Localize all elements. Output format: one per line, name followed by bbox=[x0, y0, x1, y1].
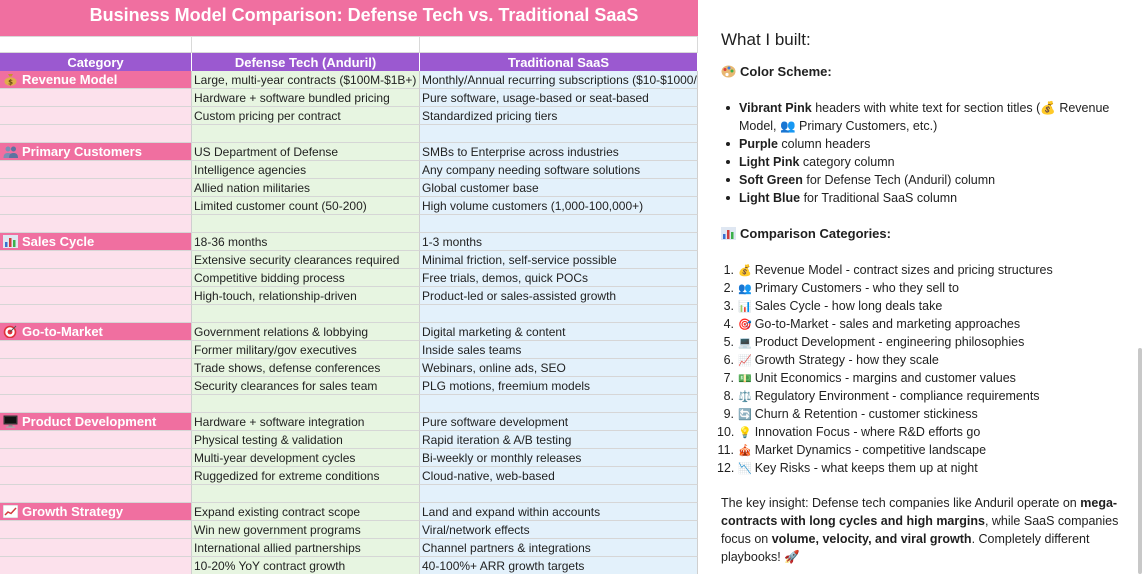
traditional-saas-cell[interactable]: Pure software development bbox=[420, 413, 698, 431]
defense-tech-cell[interactable]: Competitive bidding process bbox=[192, 269, 420, 287]
bullet-icon bbox=[726, 142, 730, 146]
category-label: Growth Strategy bbox=[22, 504, 124, 519]
traditional-saas-cell[interactable]: Cloud-native, web-based bbox=[420, 467, 698, 485]
blank-row[interactable] bbox=[0, 36, 698, 53]
computer-icon bbox=[3, 415, 18, 428]
category-cell[interactable] bbox=[0, 125, 192, 143]
traditional-saas-cell[interactable]: PLG motions, freemium models bbox=[420, 377, 698, 395]
target-icon bbox=[3, 325, 18, 338]
list-number: 8. bbox=[723, 389, 734, 403]
table-row bbox=[0, 539, 698, 557]
category-description: Key Risks - what keeps them up at night bbox=[754, 461, 978, 475]
color-name: Light Blue bbox=[739, 191, 801, 205]
category-description: Primary Customers - who they sell to bbox=[754, 281, 959, 295]
color-scheme-heading bbox=[721, 64, 832, 79]
color-name: Light Pink bbox=[739, 155, 800, 169]
category-list-item bbox=[721, 333, 1121, 351]
category-label: Product Development bbox=[22, 414, 157, 429]
categories-heading-text: Comparison Categories: bbox=[740, 226, 891, 241]
table-row bbox=[0, 143, 698, 161]
header-category[interactable]: Category bbox=[0, 53, 192, 71]
traditional-saas-cell[interactable]: Any company needing software solutions bbox=[420, 161, 698, 179]
list-number: 7. bbox=[723, 371, 734, 385]
table-body bbox=[0, 71, 698, 574]
bar-chart-icon bbox=[3, 235, 18, 248]
category-cell[interactable] bbox=[0, 89, 192, 107]
blank-cell[interactable] bbox=[192, 37, 420, 52]
table-row bbox=[0, 323, 698, 341]
defense-tech-cell[interactable] bbox=[192, 305, 420, 323]
category-label: Primary Customers bbox=[22, 144, 142, 159]
traditional-saas-cell[interactable]: 40-100%+ ARR growth targets bbox=[420, 557, 698, 574]
category-emoji-icon: 💡 bbox=[738, 427, 752, 439]
category-cell[interactable] bbox=[0, 179, 192, 197]
insight-pre: The key insight: Defense tech companies like Anduril operate on bbox=[721, 496, 1081, 510]
category-list-item bbox=[721, 279, 1121, 297]
category-cell-section[interactable] bbox=[0, 233, 192, 251]
color-scheme-item bbox=[721, 135, 1121, 153]
category-list-item bbox=[721, 405, 1121, 423]
category-cell-section[interactable] bbox=[0, 503, 192, 521]
category-description: Product Development - engineering philosophies bbox=[754, 335, 1025, 349]
table-row bbox=[0, 287, 698, 305]
defense-tech-cell[interactable]: Multi-year development cycles bbox=[192, 449, 420, 467]
defense-tech-cell[interactable] bbox=[192, 485, 420, 503]
blank-cell[interactable] bbox=[0, 37, 192, 52]
category-emoji-icon: 💻 bbox=[738, 337, 752, 349]
traditional-saas-cell[interactable]: Land and expand within accounts bbox=[420, 503, 698, 521]
people-icon bbox=[3, 145, 18, 158]
defense-tech-cell[interactable] bbox=[192, 125, 420, 143]
traditional-saas-cell[interactable]: Inside sales teams bbox=[420, 341, 698, 359]
traditional-saas-cell[interactable]: Digital marketing & content bbox=[420, 323, 698, 341]
category-list-item bbox=[717, 423, 1121, 441]
category-list-item bbox=[721, 387, 1121, 405]
table-row bbox=[0, 125, 698, 143]
defense-tech-cell[interactable]: 18-36 months bbox=[192, 233, 420, 251]
color-scheme-item bbox=[721, 171, 1121, 189]
traditional-saas-cell[interactable]: High volume customers (1,000-100,000+) bbox=[420, 197, 698, 215]
color-scheme-item bbox=[721, 189, 1121, 207]
list-number: 11. bbox=[717, 443, 734, 457]
money-bag-icon bbox=[3, 73, 18, 86]
category-list-item bbox=[721, 261, 1121, 279]
table-row bbox=[0, 179, 698, 197]
list-number: 5. bbox=[723, 335, 734, 349]
category-label: Sales Cycle bbox=[22, 234, 95, 249]
defense-tech-cell[interactable]: Physical testing & validation bbox=[192, 431, 420, 449]
list-number: 4. bbox=[723, 317, 734, 331]
category-cell[interactable] bbox=[0, 521, 192, 539]
traditional-saas-cell[interactable]: Viral/network effects bbox=[420, 521, 698, 539]
list-number: 12. bbox=[717, 461, 735, 475]
category-cell[interactable] bbox=[0, 485, 192, 503]
list-number: 9. bbox=[723, 407, 734, 421]
table-row bbox=[0, 233, 698, 251]
category-description: Revenue Model - contract sizes and pricing structures bbox=[754, 263, 1053, 277]
defense-tech-cell[interactable]: Expand existing contract scope bbox=[192, 503, 420, 521]
table-row bbox=[0, 485, 698, 503]
category-list-item bbox=[721, 315, 1121, 333]
traditional-saas-cell[interactable]: Webinars, online ads, SEO bbox=[420, 359, 698, 377]
category-cell-section[interactable] bbox=[0, 413, 192, 431]
trend-up-icon bbox=[3, 505, 18, 518]
color-description: headers with white text for section titles (💰 Revenue Model, 👥 Primary Customers, etc.) bbox=[739, 101, 1110, 133]
category-cell[interactable] bbox=[0, 431, 192, 449]
table-row bbox=[0, 71, 698, 89]
defense-tech-cell[interactable]: Win new government programs bbox=[192, 521, 420, 539]
color-description: for Traditional SaaS column bbox=[800, 191, 958, 205]
table-row bbox=[0, 107, 698, 125]
defense-tech-cell[interactable]: Hardware + software integration bbox=[192, 413, 420, 431]
color-scheme-heading-text: Color Scheme: bbox=[740, 64, 832, 79]
category-emoji-icon: 📉 bbox=[738, 463, 752, 475]
table-row bbox=[0, 197, 698, 215]
list-number: 2. bbox=[723, 281, 734, 295]
insight-mid: , while SaaS companies focus on bbox=[721, 514, 1119, 546]
traditional-saas-cell[interactable] bbox=[420, 215, 698, 233]
traditional-saas-cell[interactable] bbox=[420, 305, 698, 323]
chat-panel bbox=[698, 0, 1144, 574]
list-number: 6. bbox=[723, 353, 734, 367]
category-cell[interactable] bbox=[0, 557, 192, 574]
traditional-saas-cell[interactable]: Global customer base bbox=[420, 179, 698, 197]
color-name: Vibrant Pink bbox=[739, 101, 812, 115]
category-cell-section[interactable] bbox=[0, 323, 192, 341]
category-cell[interactable] bbox=[0, 287, 192, 305]
title-row[interactable] bbox=[0, 0, 698, 36]
category-cell[interactable] bbox=[0, 449, 192, 467]
list-number: 10. bbox=[717, 425, 735, 439]
defense-tech-cell[interactable]: Former military/gov executives bbox=[192, 341, 420, 359]
category-list-item bbox=[721, 297, 1121, 315]
traditional-saas-cell[interactable] bbox=[420, 125, 698, 143]
bullet-icon bbox=[726, 196, 730, 200]
defense-tech-cell[interactable]: Government relations & lobbying bbox=[192, 323, 420, 341]
palette-icon bbox=[721, 65, 736, 78]
color-name: Soft Green bbox=[739, 173, 803, 187]
category-cell[interactable] bbox=[0, 107, 192, 125]
bullet-icon bbox=[726, 106, 730, 110]
category-list-item bbox=[717, 441, 1121, 459]
defense-tech-cell[interactable]: International allied partnerships bbox=[192, 539, 420, 557]
table-row bbox=[0, 215, 698, 233]
insight-post: . Completely different playbooks! 🚀 bbox=[721, 532, 1090, 564]
defense-tech-cell[interactable] bbox=[192, 215, 420, 233]
traditional-saas-cell[interactable]: Monthly/Annual recurring subscriptions ($10-$1000/ bbox=[422, 73, 697, 87]
defense-tech-cell[interactable]: High-touch, relationship-driven bbox=[192, 287, 420, 305]
defense-tech-cell[interactable]: Hardware + software bundled pricing bbox=[192, 89, 420, 107]
traditional-saas-cell[interactable] bbox=[420, 485, 698, 503]
list-number: 1. bbox=[723, 263, 734, 277]
category-description: Growth Strategy - how they scale bbox=[754, 353, 939, 367]
table-row bbox=[0, 503, 698, 521]
blank-cell[interactable] bbox=[420, 37, 698, 52]
category-emoji-icon: ⚖️ bbox=[738, 391, 752, 403]
category-cell[interactable] bbox=[0, 197, 192, 215]
bullet-icon bbox=[726, 178, 730, 182]
category-cell[interactable] bbox=[0, 539, 192, 557]
defense-tech-cell[interactable]: Security clearances for sales team bbox=[192, 377, 420, 395]
bar-chart-icon bbox=[721, 227, 736, 240]
traditional-saas-cell[interactable]: Bi-weekly or monthly releases bbox=[420, 449, 698, 467]
defense-tech-cell[interactable]: Limited customer count (50-200) bbox=[192, 197, 420, 215]
key-insight bbox=[721, 494, 1121, 566]
color-description: column headers bbox=[777, 137, 871, 151]
header-defense-tech[interactable]: Defense Tech (Anduril) bbox=[192, 53, 420, 71]
category-list-item bbox=[721, 369, 1121, 387]
scrollbar[interactable] bbox=[1138, 348, 1142, 574]
table-row bbox=[0, 395, 698, 413]
category-list-item bbox=[721, 351, 1121, 369]
traditional-saas-cell[interactable] bbox=[420, 395, 698, 413]
table-row bbox=[0, 377, 698, 395]
category-emoji-icon: 👥 bbox=[738, 283, 752, 295]
category-emoji-icon: 🎪 bbox=[738, 445, 752, 457]
table-row bbox=[0, 161, 698, 179]
category-cell[interactable] bbox=[0, 395, 192, 413]
defense-tech-cell[interactable]: Large, multi-year contracts ($100M-$1B+) bbox=[192, 71, 420, 89]
defense-tech-cell[interactable]: Custom pricing per contract bbox=[192, 107, 420, 125]
table-row bbox=[0, 251, 698, 269]
traditional-saas-cell[interactable]: 1-3 months bbox=[420, 233, 698, 251]
category-cell-section[interactable] bbox=[0, 143, 192, 161]
table-row bbox=[0, 431, 698, 449]
bullet-icon bbox=[726, 160, 730, 164]
category-label: Go-to-Market bbox=[22, 324, 103, 339]
defense-tech-cell[interactable]: Trade shows, defense conferences bbox=[192, 359, 420, 377]
category-emoji-icon: 💰 bbox=[738, 265, 752, 277]
defense-tech-cell[interactable]: 10-20% YoY contract growth bbox=[192, 557, 420, 574]
category-emoji-icon: 📈 bbox=[738, 355, 752, 367]
table-row bbox=[0, 521, 698, 539]
category-description: Go-to-Market - sales and marketing approaches bbox=[754, 317, 1021, 331]
insight-bold-2: volume, velocity, and viral growth bbox=[771, 532, 972, 546]
panel-title: What I built: bbox=[721, 30, 811, 49]
category-emoji-icon: 🎯 bbox=[738, 319, 752, 331]
table-row bbox=[0, 341, 698, 359]
traditional-saas-cell[interactable]: Product-led or sales-assisted growth bbox=[420, 287, 698, 305]
categories-list bbox=[717, 261, 1121, 477]
column-header-row bbox=[0, 53, 698, 71]
traditional-saas-cell[interactable]: Channel partners & integrations bbox=[420, 539, 698, 557]
category-cell[interactable] bbox=[0, 467, 192, 485]
category-emoji-icon: 🔄 bbox=[738, 409, 752, 421]
color-scheme-list bbox=[721, 99, 1121, 207]
defense-tech-cell[interactable]: US Department of Defense bbox=[192, 143, 420, 161]
color-scheme-item bbox=[721, 99, 1121, 135]
defense-tech-cell[interactable]: Allied nation militaries bbox=[192, 179, 420, 197]
color-description: for Defense Tech (Anduril) column bbox=[802, 173, 996, 187]
color-name: Purple bbox=[739, 137, 778, 151]
traditional-saas-cell[interactable]: Free trials, demos, quick POCs bbox=[420, 269, 698, 287]
traditional-saas-cell[interactable]: Minimal friction, self-service possible bbox=[420, 251, 698, 269]
table-row bbox=[0, 449, 698, 467]
category-cell[interactable] bbox=[0, 161, 192, 179]
defense-tech-cell[interactable]: Ruggedized for extreme conditions bbox=[192, 467, 420, 485]
category-cell[interactable] bbox=[0, 341, 192, 359]
svg-text:$: $ bbox=[8, 78, 13, 86]
color-description: category column bbox=[799, 155, 895, 169]
category-cell[interactable] bbox=[0, 251, 192, 269]
insight-bold-1: mega-contracts with long cycles and high margins bbox=[721, 496, 1118, 528]
category-description: Unit Economics - margins and customer values bbox=[754, 371, 1016, 385]
category-list-item bbox=[717, 459, 1121, 477]
table-row bbox=[0, 269, 698, 287]
list-number: 3. bbox=[723, 299, 734, 313]
table-row bbox=[0, 305, 698, 323]
category-description: Regulatory Environment - compliance requirements bbox=[754, 389, 1040, 403]
table-row bbox=[0, 557, 698, 574]
table-row bbox=[0, 467, 698, 485]
color-scheme-item bbox=[721, 153, 1121, 171]
sheet-title[interactable]: Business Model Comparison: Defense Tech vs. Traditional SaaS bbox=[89, 5, 639, 25]
category-cell[interactable] bbox=[0, 215, 192, 233]
category-description: Innovation Focus - where R&D efforts go bbox=[754, 425, 981, 439]
category-cell[interactable] bbox=[0, 305, 192, 323]
category-cell[interactable] bbox=[0, 269, 192, 287]
traditional-saas-cell[interactable]: Standardized pricing tiers bbox=[420, 107, 698, 125]
table-row bbox=[0, 413, 698, 431]
traditional-saas-cell[interactable]: Rapid iteration & A/B testing bbox=[420, 431, 698, 449]
category-emoji-icon: 💵 bbox=[738, 373, 752, 385]
category-description: Market Dynamics - competitive landscape bbox=[754, 443, 987, 457]
traditional-saas-cell[interactable]: Pure software, usage-based or seat-based bbox=[420, 89, 698, 107]
category-cell[interactable] bbox=[0, 377, 192, 395]
category-cell[interactable] bbox=[0, 359, 192, 377]
category-description: Churn & Retention - customer stickiness bbox=[754, 407, 978, 421]
category-cell-section[interactable] bbox=[0, 71, 192, 89]
table-row bbox=[0, 89, 698, 107]
table-row bbox=[0, 359, 698, 377]
category-description: Sales Cycle - how long deals take bbox=[754, 299, 943, 313]
category-emoji-icon: 📊 bbox=[738, 301, 752, 313]
defense-tech-cell[interactable] bbox=[192, 395, 420, 413]
header-traditional-saas[interactable]: Traditional SaaS bbox=[420, 53, 698, 71]
traditional-saas-cell[interactable]: SMBs to Enterprise across industries bbox=[420, 143, 698, 161]
categories-heading bbox=[721, 226, 891, 241]
defense-tech-cell[interactable]: Intelligence agencies bbox=[192, 161, 420, 179]
category-label: Revenue Model bbox=[22, 72, 118, 87]
defense-tech-cell[interactable]: Extensive security clearances required bbox=[192, 251, 420, 269]
